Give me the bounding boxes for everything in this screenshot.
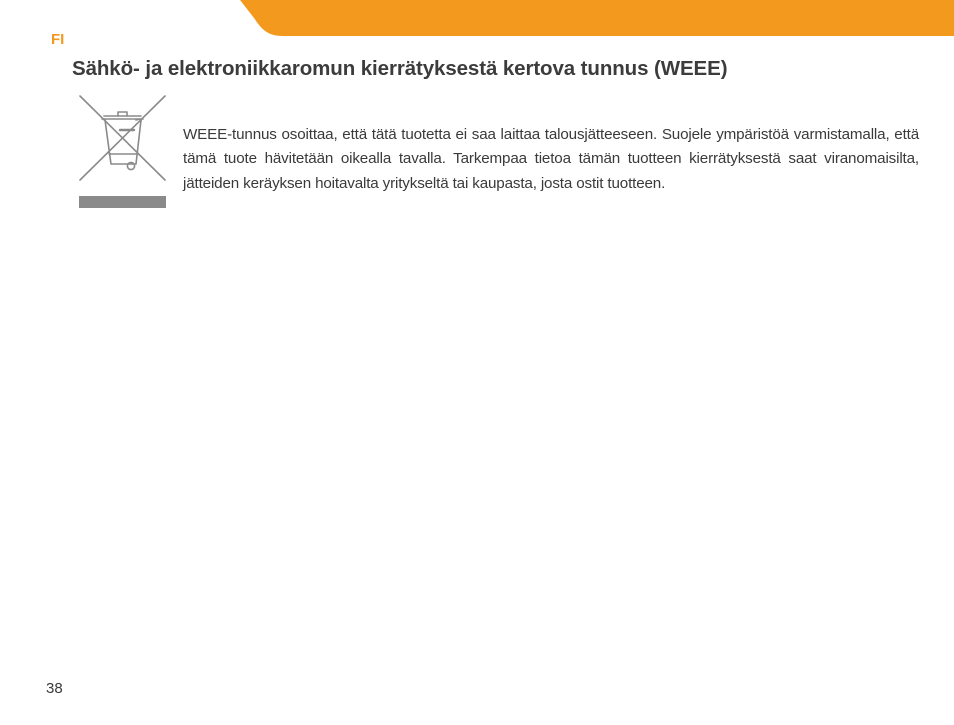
section-title: Sähkö- ja elektroniikkaromun kierrätyksestä kertova tunnus (WEEE) [72,57,728,80]
weee-description: WEEE-tunnus osoittaa, että tätä tuotetta ei saa laittaa talousjätteeseen. Suojele ympäristöä varmistamalla, että tämä tuote hävitetään oikealla tavalla. Tarkempaa tietoa tämän tuotteen kierrätyksestä saat viranomaisilta, jätteiden keräyksen hoitavalta yritykseltä tai kaupasta, josta ostit tuotteen. [183,126,919,192]
language-code: FI [51,31,65,48]
page-number: 38 [46,680,63,697]
top-orange-banner [0,0,954,40]
crossed-out-wheelie-bin-icon [78,94,167,210]
